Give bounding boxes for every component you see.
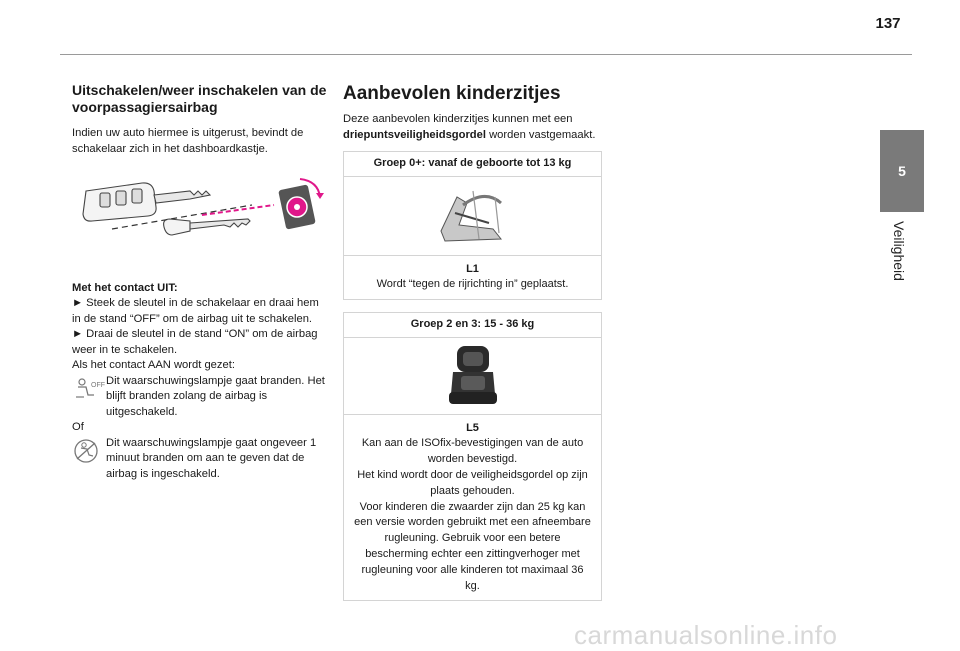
seat-line: Wordt “tegen de rijrichting in” geplaatst. — [376, 278, 569, 291]
page-number: 137 — [875, 15, 901, 32]
contact-off-heading: Met het contact UIT: — [72, 281, 178, 294]
chapter-tab[interactable] — [880, 130, 924, 212]
airbag-section — [72, 82, 330, 482]
seat-group-description — [344, 415, 601, 601]
seat-l5-image — [344, 338, 601, 415]
seat-l1-image — [344, 177, 601, 256]
airbag-on-warning-icon — [72, 437, 100, 465]
seat-group-heading: Groep 0+: vanaf de geboorte tot 13 kg — [344, 152, 601, 177]
top-rule — [60, 54, 912, 55]
or-text: Of — [72, 421, 84, 433]
child-seats-title: Aanbevolen kinderzitjes — [343, 83, 561, 104]
seat-line: Het kind wordt door de veiligheidsgordel op zijn plaats gehouden. — [357, 468, 588, 497]
seat-group-heading: Groep 2 en 3: 15 - 36 kg — [344, 313, 601, 338]
step-off: ► Steek de sleutel in de schakelaar en draai hem in de stand “OFF” om de airbag uit te schakelen. — [72, 297, 319, 325]
seat-group-2-3 — [343, 312, 602, 601]
seat-line: Kan aan de ISOfix-bevestigingen van de auto worden bevestigd. — [361, 437, 584, 466]
child-seats-intro: Deze aanbevolen kinderzitjes kunnen met een driepuntsveiligheidsgordel worden vastgemaakt. — [343, 113, 596, 141]
warning-on-text: Dit waarschuwingslampje gaat ongeveer 1 minuut branden om aan te geven dat de airbag is ingeschakeld. — [106, 436, 317, 480]
chapter-label: Veiligheid — [891, 221, 907, 281]
airbag-off-warning-icon — [72, 375, 105, 403]
svg-text:OFF: OFF — [91, 381, 105, 389]
seat-group-description — [344, 256, 601, 300]
seat-group-0 — [343, 151, 602, 300]
contact-on-text: Als het contact AAN wordt gezet: — [72, 359, 235, 371]
watermark: carmanualsonline.info — [574, 620, 838, 650]
warning-off-row — [72, 374, 330, 421]
step-on: ► Draai de sleutel in de stand “ON” om de airbag weer in te schakelen. — [72, 328, 318, 356]
airbag-intro: Indien uw auto hiermee is uitgerust, bevindt de schakelaar zich in het dashboardkastje. — [72, 127, 304, 155]
airbag-title: Uitschakelen/weer inschakelen van de voorpassagiersairbag — [72, 82, 327, 115]
warning-on-row — [72, 436, 330, 483]
seat-code: L1 — [466, 262, 479, 275]
infant-carrier-icon — [433, 183, 513, 249]
seat-line: Voor kinderen die zwaarder zijn dan 25 kg kan een versie worden gebruikt met een afneembare rugleuning. Gebruik voor een betere bescherming echter een zittingverhoger met rugleuning voor alle kinderen tot maximaal 36 kg. — [354, 500, 591, 592]
child-seats-section — [343, 82, 601, 613]
chapter-number: 5 — [898, 163, 906, 179]
seat-code: L5 — [466, 421, 479, 434]
key-switch-illustration — [72, 169, 330, 261]
warning-off-text: Dit waarschuwingslampje gaat branden. Het blijft branden zolang de airbag is uitgeschakeld. — [106, 374, 325, 418]
booster-seat-icon — [443, 342, 503, 410]
